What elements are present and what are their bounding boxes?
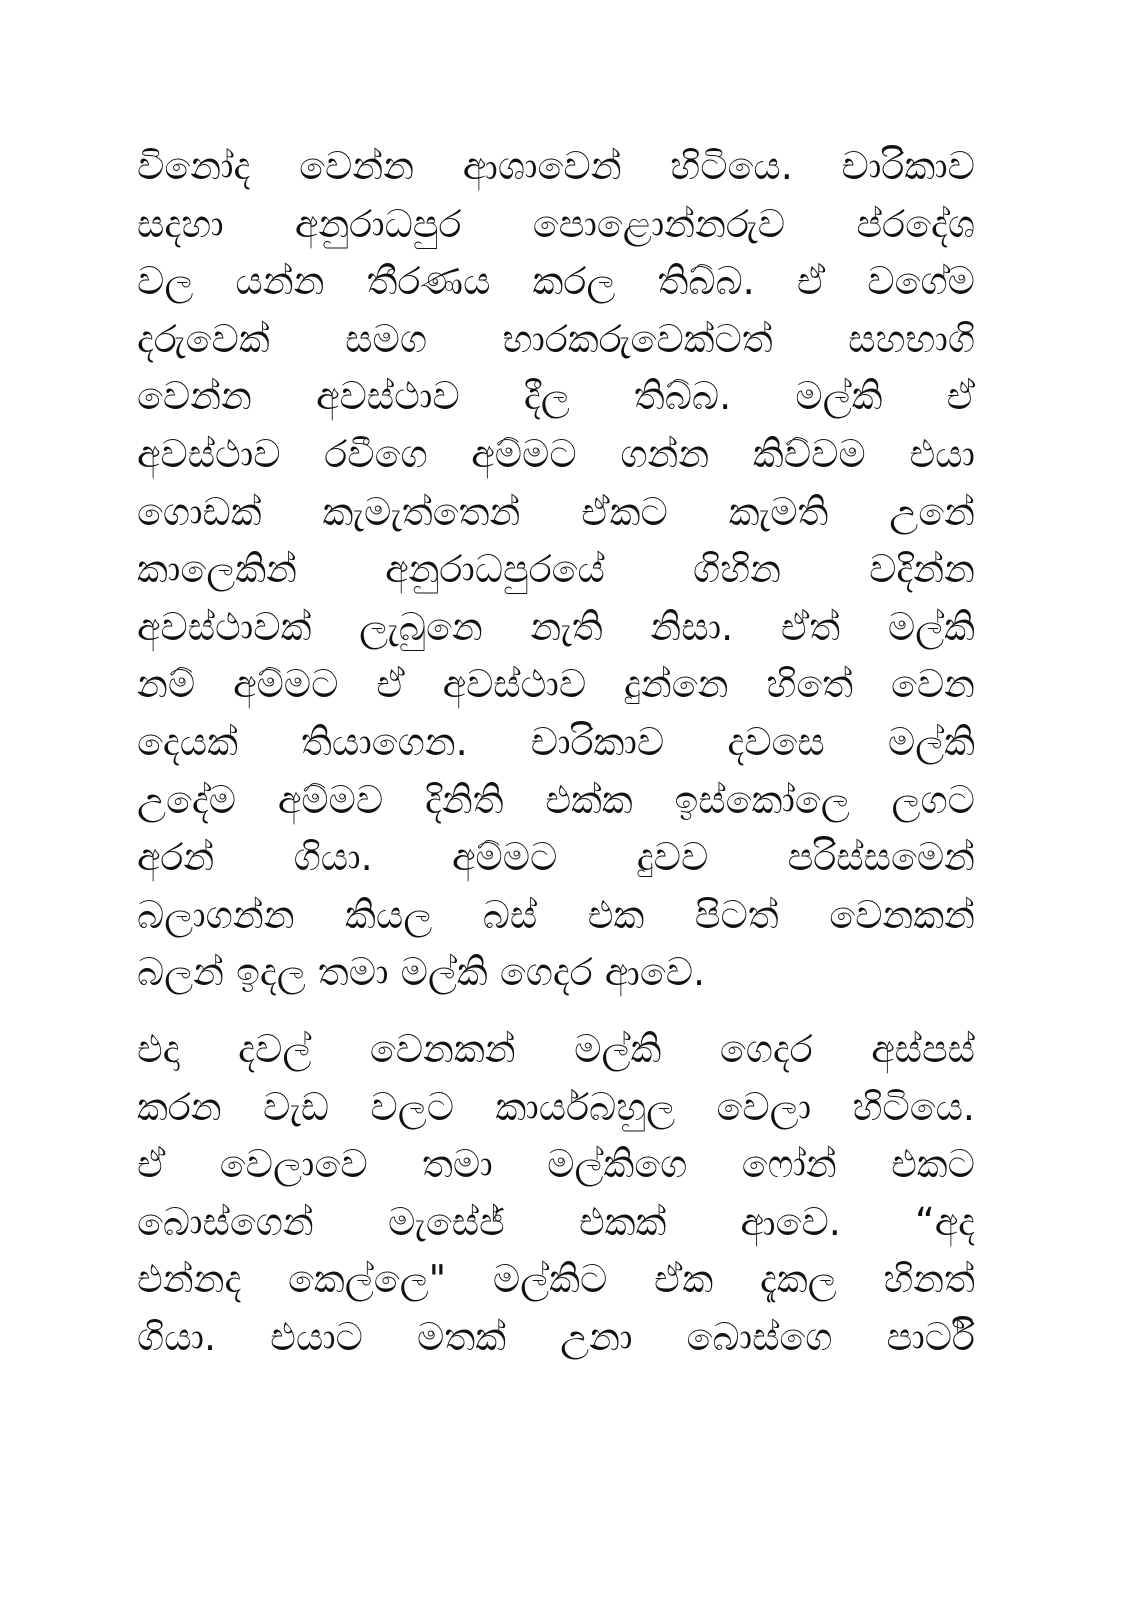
text-line: අරන් ගියා. අම්මට දුවව පරිස්සමෙන් xyxy=(137,835,975,880)
text-line: ඒ වෙලාවෙ තමා මල්කිගෙ ෆෝන් එකට xyxy=(137,1142,975,1187)
text-line: සදහා අනුරාධපුර පොළොන්නරුව ප්රදේශ xyxy=(137,201,975,246)
text-line: වෙන්න අවස්ථාව දීල තිබ්බ. මල්කි ඒ xyxy=(137,374,975,419)
text-line: එදා දවල් වෙනකන් මල්කි ගෙදර අස්පස් xyxy=(137,1027,975,1071)
paragraph-1 xyxy=(137,138,975,1002)
text-line: උදේම අම්මව දිනිති එක්ක ඉස්කෝලෙ ලගට xyxy=(137,777,975,822)
text-line: කාලෙකින් අනුරාධපුරයේ ගිහින වදින්න xyxy=(137,547,975,592)
text-line: එන්නද කෙල්ලෙ" මල්කිට ඒක දැකල හිනත් xyxy=(137,1257,975,1302)
text-line: ගොඩක් කැමැත්තෙන් ඒකට කැමති උනේ xyxy=(137,489,975,534)
text-line: කරන වැඩ වලට කාර්යබහුල වෙලා හිටියෙ. xyxy=(137,1084,975,1129)
text-line: බොස්ගෙන් මැසේජ් එකක් ආවෙ. “අද xyxy=(137,1199,975,1244)
text-line: දෙයක් තියාගෙන. චාරිකාව දවසෙ මල්කි xyxy=(137,719,975,764)
text-line: දරුවෙක් සමග භාරකරුවෙක්ටත් සහභාගි xyxy=(137,316,975,361)
text-line: වල යන්න තීරණය කරල තිබ්බ. ඒ වගේම xyxy=(137,259,975,304)
text-line: බලන් ඉදල තමා මල්කි ගෙදර ආවෙ. xyxy=(137,950,706,995)
text-line: අවස්ථාව රවීගෙ අම්මට ගන්න කිව්වම එයා xyxy=(137,431,975,476)
text-line: ගියා. එයාට මතක් උනා බොස්ගෙ පාර්ටි xyxy=(137,1314,975,1359)
text-line: බලාගන්න කියල බස් එක පිටත් වෙනකන් xyxy=(137,892,975,937)
paragraph-2 xyxy=(137,1021,975,1367)
text-line: විනෝද වෙන්න ආශාවෙන් හිටියෙ. චාරිකාව xyxy=(137,144,975,188)
text-line: නම් අම්මට ඒ අවස්ථාව දුන්නෙ හිතේ වෙන xyxy=(137,662,975,707)
text-line: අවස්ථාවක් ලැබුනෙ නැති නිසා. ඒත් මල්කි xyxy=(137,604,975,649)
